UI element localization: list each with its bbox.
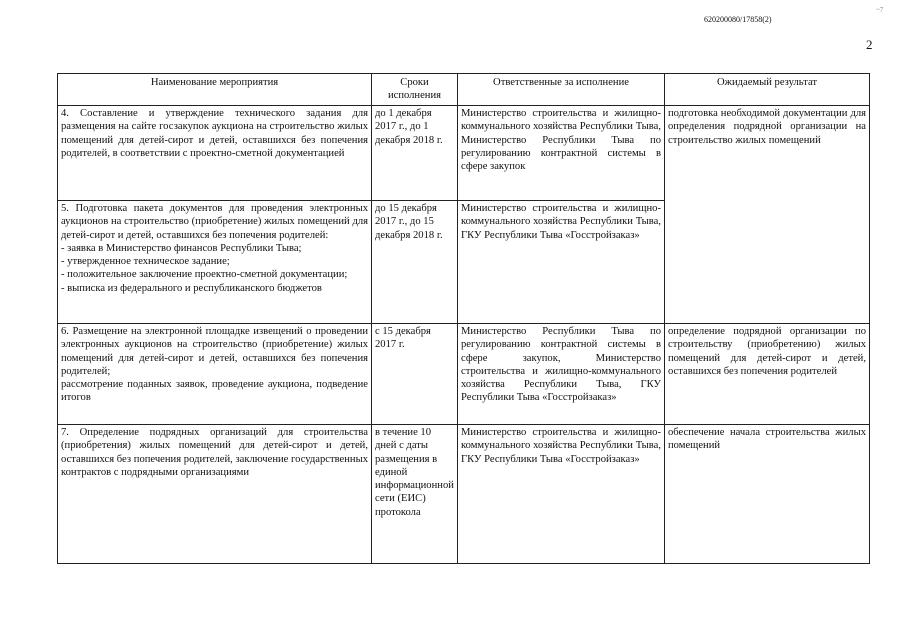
- action-plan-table: [57, 73, 870, 564]
- responsible-cell: Министерство строительства и жилищно-коммунального хозяйства Республики Тыва, ГКУ Республики Тыва «Госстройзаказ»: [458, 425, 665, 564]
- table-row: [58, 106, 870, 201]
- responsible-cell: Министерство строительства и жилищно-коммунального хозяйства Республики Тыва, ГКУ Республики Тыва «Госстройзаказ»: [458, 201, 665, 324]
- event-cell: [58, 201, 372, 324]
- event-list-item: - положительное заключение проектно-сметной документации;: [61, 269, 348, 281]
- header-responsible: Ответственные за исполнение: [458, 74, 665, 106]
- event-list-item: - утвержденное техническое задание;: [61, 256, 230, 268]
- event-cell: 4. Составление и утверждение технического задания для размещения на сайте госзакупок аукциона на строительство жилых помещений для детей-сирот и детей, оставшихся без попечения родителей, в соответствии с проектно-сметной документацией: [58, 106, 372, 201]
- deadline-cell: с 15 декабря 2017 г.: [372, 324, 458, 425]
- deadline-cell: до 1 декабря 2017 г., до 1 декабря 2018 г.: [372, 106, 458, 201]
- responsible-cell: Министерство строительства и жилищно-коммунального хозяйства Республики Тыва, Министерство Республики Тыва по регулированию контрактной системы в сфере закупок: [458, 106, 665, 201]
- page-number: 2: [866, 37, 873, 52]
- event-extra-text: рассмотрение поданных заявок, проведение аукциона, подведение итогов: [61, 379, 368, 404]
- table-header-row: [58, 74, 870, 106]
- event-cell: 7. Определение подрядных организаций для строительства (приобретения) жилых помещений для детей-сирот и детей, оставшихся без попечения родителей, заключение государственных контрактов с подрядными организациями: [58, 425, 372, 564]
- deadline-cell: в течение 10 дней с даты размещения в единой информационной сети (ЕИС) протокола: [372, 425, 458, 564]
- table-row: [58, 324, 870, 425]
- header-deadline: Сроки исполнения: [372, 74, 458, 106]
- result-cell: обеспечение начала строительства жилых помещений: [665, 425, 870, 564]
- result-cell: определение подрядной организации по строительству (приобретению) жилых помещений для детей-сирот и детей, оставшихся без попечения родителей: [665, 324, 870, 425]
- table-row: [58, 425, 870, 564]
- deadline-cell: до 15 декабря 2017 г., до 15 декабря 2018 г.: [372, 201, 458, 324]
- event-list-item: - заявка в Министерство финансов Республики Тыва;: [61, 242, 302, 254]
- event-cell: [58, 324, 372, 425]
- corner-mark: ~7: [876, 6, 884, 14]
- event-text: 6. Размещение на электронной площадке извещений о проведении электронных аукционов на строительство (приобретение) жилых помещений для детей-сирот и детей, оставшихся без попечения родителей;: [61, 326, 368, 377]
- header-result: Ожидаемый результат: [665, 74, 870, 106]
- result-cell: подготовка необходимой документации для определения подрядной организации на строительство жилых помещений: [665, 106, 870, 324]
- event-text: 5. Подготовка пакета документов для проведения электронных аукционов на строительство (приобретение) жилых помещений для детей-сирот и детей, оставшихся без попечения родителей:: [61, 203, 368, 241]
- document-number: 620200080/17858(2): [704, 15, 772, 24]
- event-list-item: - выписка из федерального и республиканского бюджетов: [61, 282, 322, 294]
- header-event: Наименование мероприятия: [58, 74, 372, 106]
- responsible-cell: Министерство Республики Тыва по регулированию контрактной системы в сфере закупок, Министерство строительства и жилищно-коммунального хозяйства Республики Тыва, ГКУ Республики Тыва «Госстройзаказ»: [458, 324, 665, 425]
